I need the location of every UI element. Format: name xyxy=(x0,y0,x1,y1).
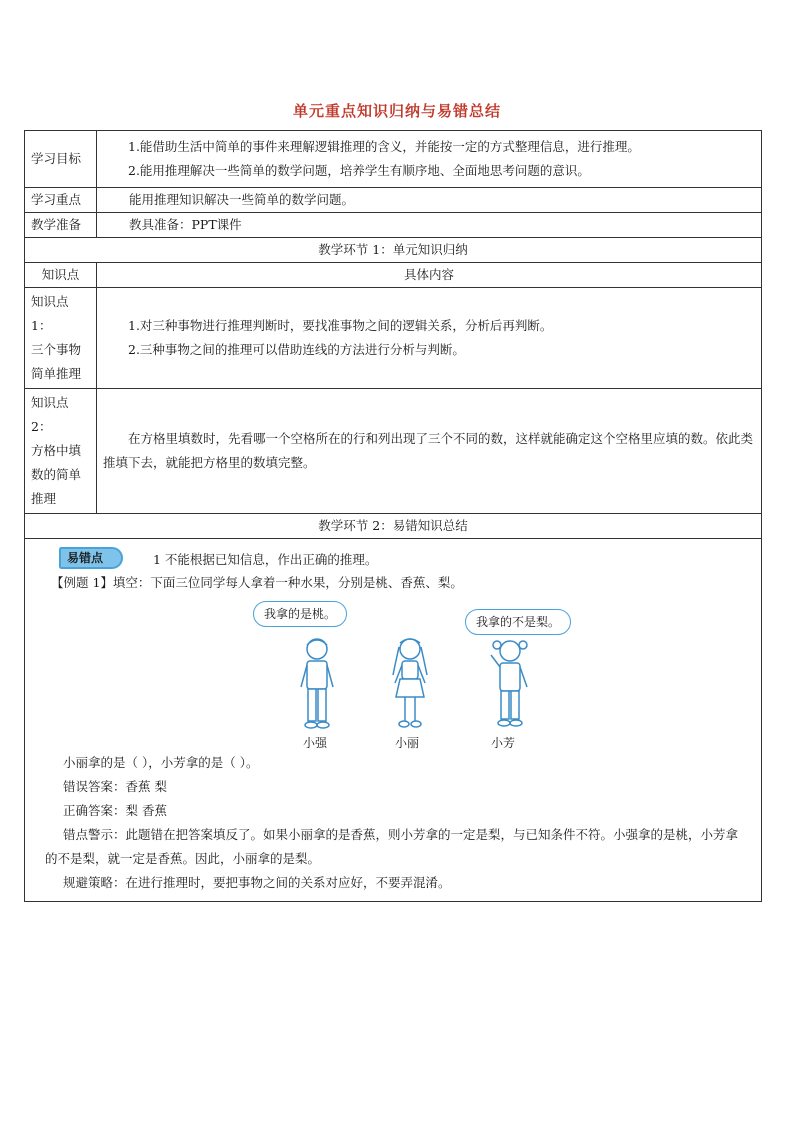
example-figure xyxy=(45,597,741,750)
wrong-answer: 错误答案：香蕉 梨 xyxy=(63,779,167,794)
point2-label-line: 推理 xyxy=(31,491,57,506)
avoid-strategy: 规避策略：在进行推理时，要把事物之间的关系对应好，不要弄混淆。 xyxy=(63,875,451,890)
key-content: 能用推理知识解决一些简单的数学问题。 xyxy=(97,188,762,213)
point2-label-line: 知识点 2： xyxy=(31,395,69,434)
error-point-text: 1 不能根据已知信息，作出正确的推理。 xyxy=(153,552,378,567)
section2-header-row xyxy=(25,514,762,539)
lesson-table xyxy=(24,130,762,902)
point1-label xyxy=(25,288,97,389)
point1-row xyxy=(25,288,762,389)
kid-name-xiaoli: 小丽 xyxy=(395,736,420,750)
kid-name-xiaoqiang: 小强 xyxy=(303,736,328,750)
point1-line-2: 2.三种事物之间的推理可以借助连线的方法进行分析与判断。 xyxy=(128,342,465,357)
correct-answer: 正确答案：梨 香蕉 xyxy=(63,803,167,818)
prep-label: 教学准备 xyxy=(25,213,97,238)
speech-bubble-xiaofang: 我拿的不是梨。 xyxy=(465,609,571,635)
error-point-line xyxy=(45,545,741,571)
key-label: 学习重点 xyxy=(25,188,97,213)
error-warning: 错点警示：此题错在把答案填反了。如果小丽拿的是香蕉，则小芳拿的一定是梨，与已知条件不符。小强拿的是桃，小芳拿的不是梨，就一定是香蕉。因此，小丽拿的是梨。 xyxy=(45,827,739,866)
point1-content xyxy=(97,288,762,389)
kid-name-xiaofang: 小芳 xyxy=(491,736,516,750)
section1-header-row xyxy=(25,238,762,263)
error-point-tag: 易错点 xyxy=(59,547,123,569)
prep-row xyxy=(25,213,762,238)
page-title: 单元重点知识归纳与易错总结 xyxy=(292,102,501,120)
point1-label-line: 简单推理 xyxy=(31,366,82,381)
prep-content: 教具准备：PPT课件 xyxy=(97,213,762,238)
question-text: 小丽拿的是（ ），小芳拿的是（ ）。 xyxy=(63,755,259,770)
section2-body-row xyxy=(25,539,762,902)
goal-content xyxy=(97,131,762,188)
boy-figure xyxy=(295,635,339,731)
section2-body xyxy=(25,539,762,902)
key-row xyxy=(25,188,762,213)
point2-label-line: 方格中填 xyxy=(31,443,82,458)
goal-line-2: 2.能用推理解决一些简单的数学问题，培养学生有顺序地、全面地思考问题的意识。 xyxy=(128,163,590,178)
point2-text: 在方格里填数时，先看哪一个空格所在的行和列出现了三个不同的数，这样就能确定这个空格里应填的数。依此类推填下去，就能把方格里的数填完整。 xyxy=(103,431,754,470)
point1-label-line: 三个事物 xyxy=(31,342,82,357)
speech-bubble-xiaoqiang: 我拿的是桃。 xyxy=(253,601,347,627)
col-detail-content: 具体内容 xyxy=(97,263,762,288)
point2-row xyxy=(25,389,762,514)
girl-figure-xiaofang xyxy=(485,637,535,731)
point1-label-line: 知识点 1： xyxy=(31,294,69,333)
goal-line-1: 1.能借助生活中简单的事件来理解逻辑推理的含义，并能按一定的方式整理信息，进行推理。 xyxy=(128,139,640,154)
col-knowledge-point: 知识点 xyxy=(25,263,97,288)
point2-content xyxy=(97,389,762,514)
section2-header: 教学环节 2：易错知识总结 xyxy=(25,514,762,539)
section1-col-header-row xyxy=(25,263,762,288)
girl-figure-xiaoli xyxy=(385,635,435,731)
section1-header: 教学环节 1：单元知识归纳 xyxy=(25,238,762,263)
point2-label xyxy=(25,389,97,514)
point1-line-1: 1.对三种事物进行推理判断时，要找准事物之间的逻辑关系，分析后再判断。 xyxy=(128,318,553,333)
point2-label-line: 数的简单 xyxy=(31,467,82,482)
goal-label: 学习目标 xyxy=(25,131,97,188)
goal-row xyxy=(25,131,762,188)
example-text: 【例题 1】填空：下面三位同学每人拿着一种水果，分别是桃、香蕉、梨。 xyxy=(51,575,463,590)
